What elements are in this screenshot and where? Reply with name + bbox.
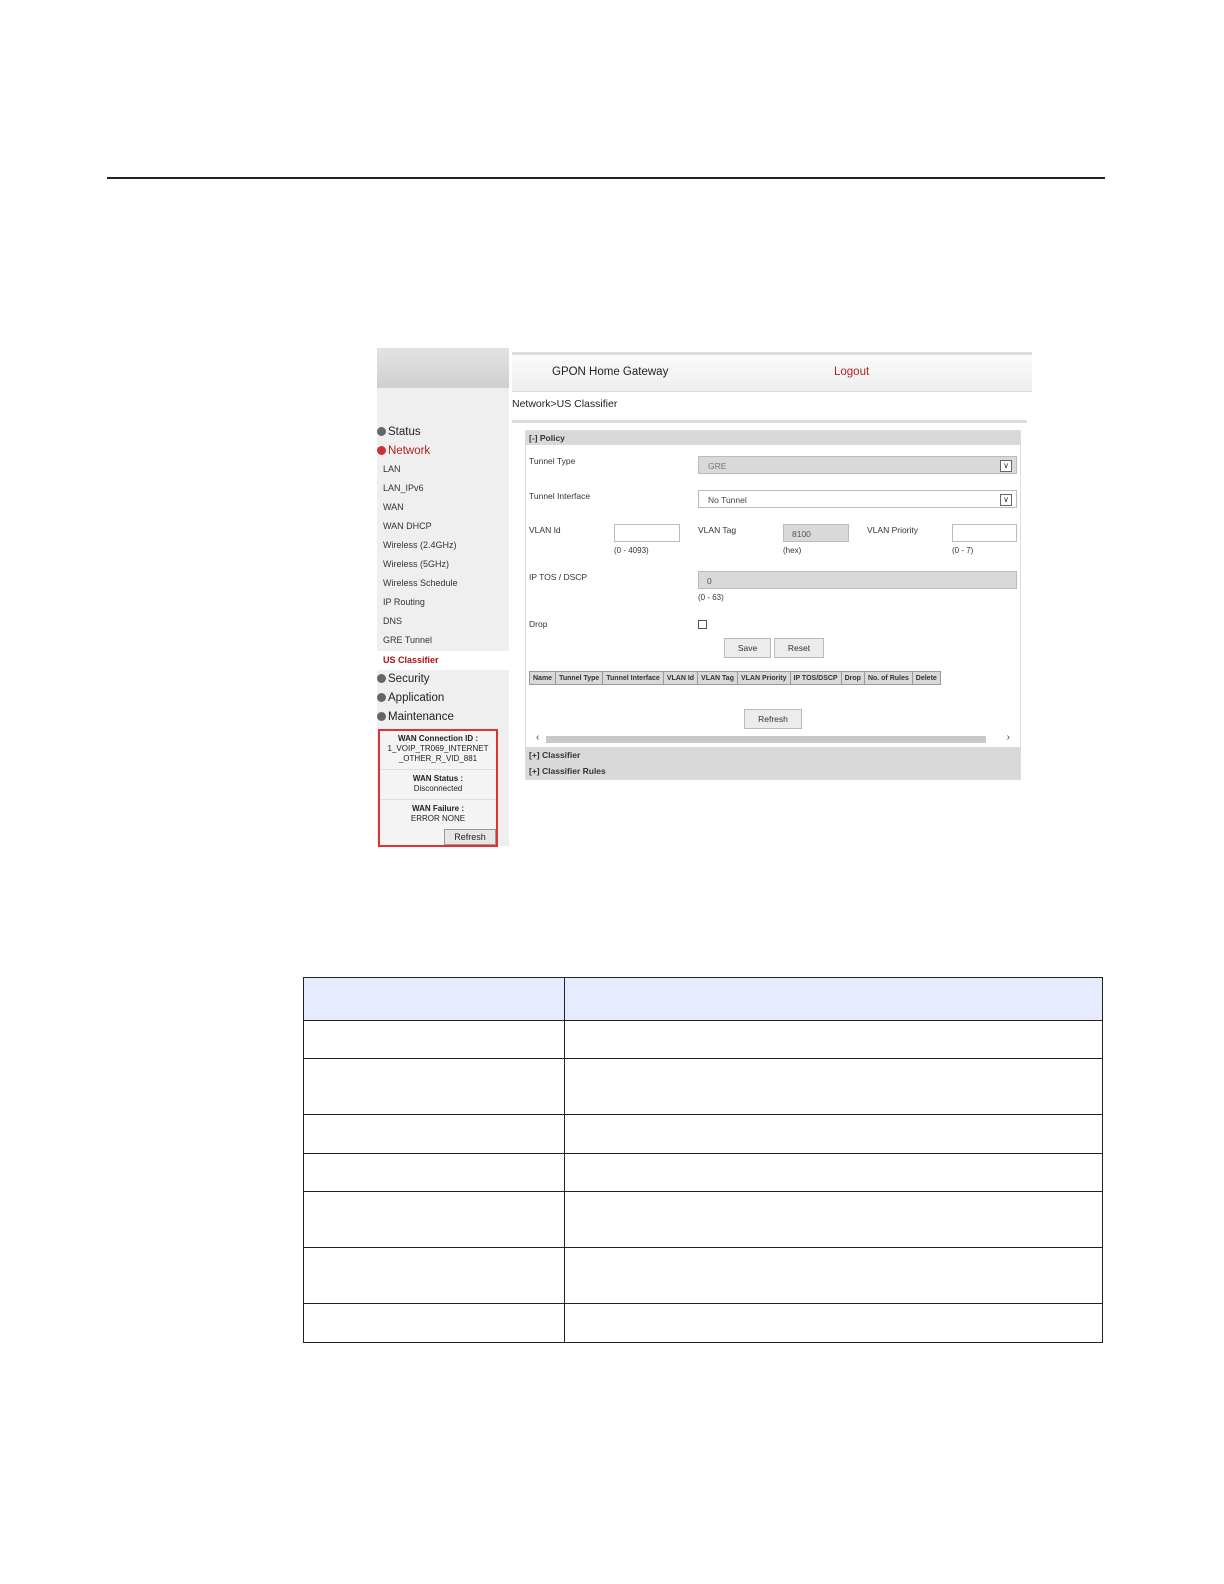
col-tunnel-type: Tunnel Type <box>556 672 603 685</box>
table-cell <box>565 1192 1103 1248</box>
chevron-left-icon[interactable]: ‹ <box>536 732 540 743</box>
nav-wireless-5[interactable]: Wireless (5GHz) <box>383 559 450 569</box>
col-ip-tos: IP TOS/DSCP <box>790 672 841 685</box>
tunnel-interface-select[interactable]: No Tunnel ∨ <box>698 490 1017 508</box>
table-cell <box>304 1115 565 1154</box>
horizontal-scrollbar[interactable] <box>534 734 1012 744</box>
table-row <box>304 1248 1103 1304</box>
table-cell <box>565 1059 1103 1115</box>
divider <box>380 769 496 770</box>
reset-button[interactable]: Reset <box>774 638 824 658</box>
col-drop: Drop <box>841 672 864 685</box>
table-cell <box>565 1115 1103 1154</box>
page-rule <box>107 177 1105 179</box>
table-cell <box>565 1304 1103 1343</box>
vlan-priority-input[interactable] <box>952 524 1017 542</box>
wan-status: WAN Status : Disconnected <box>412 774 464 793</box>
nav-lan-ipv6[interactable]: LAN_IPv6 <box>383 483 424 493</box>
chevron-down-icon: ∨ <box>1000 460 1012 472</box>
nav-ip-routing[interactable]: IP Routing <box>383 597 425 607</box>
nav-us-classifier[interactable]: US Classifier <box>377 651 509 670</box>
ip-tos-input[interactable]: 0 <box>698 571 1017 589</box>
table-cell <box>565 1021 1103 1059</box>
expand-icon <box>377 446 386 455</box>
table-row <box>304 1021 1103 1059</box>
ip-tos-hint: (0 - 63) <box>698 593 724 602</box>
tunnel-type-select[interactable]: GRE ∨ <box>698 456 1017 474</box>
policy-table <box>529 671 941 685</box>
expand-icon <box>377 712 386 721</box>
col-rules: No. of Rules <box>864 672 912 685</box>
col-vlan-tag: VLAN Tag <box>698 672 738 685</box>
nav-application[interactable]: Application <box>377 689 444 707</box>
policy-refresh-button[interactable]: Refresh <box>744 709 802 729</box>
sidebar <box>377 348 509 846</box>
expand-icon <box>377 427 386 436</box>
nav-wan[interactable]: WAN <box>383 502 404 512</box>
logout-link[interactable]: Logout <box>834 366 870 378</box>
table-row <box>304 1304 1103 1343</box>
nav-status[interactable]: Status <box>377 423 421 441</box>
col-delete: Delete <box>912 672 940 685</box>
table-header-cell <box>304 978 565 1021</box>
tunnel-type-label: Tunnel Type <box>529 456 576 466</box>
table-cell <box>304 1154 565 1192</box>
table-cell <box>304 1248 565 1304</box>
table-cell <box>304 1192 565 1248</box>
vlan-tag-hint: (hex) <box>783 546 802 555</box>
tunnel-interface-label: Tunnel Interface <box>529 491 591 501</box>
vlan-tag-label: VLAN Tag <box>698 525 737 535</box>
drop-label: Drop <box>529 619 548 629</box>
divider <box>380 799 496 800</box>
wan-refresh-button[interactable]: Refresh <box>444 829 496 845</box>
nav-wan-dhcp[interactable]: WAN DHCP <box>383 521 432 531</box>
expand-icon <box>377 693 386 702</box>
table-row <box>304 1154 1103 1192</box>
nav-wireless-24[interactable]: Wireless (2.4GHz) <box>383 540 457 550</box>
table-header-row <box>304 978 1103 1021</box>
table-row <box>304 1059 1103 1115</box>
gateway-screenshot <box>377 348 1032 846</box>
classifier-rules-header[interactable]: [+] Classifier Rules <box>526 763 1020 779</box>
vlan-priority-hint: (0 - 7) <box>952 546 974 555</box>
vlan-tag-input[interactable]: 8100 <box>783 524 849 542</box>
breadcrumb-divider <box>512 420 1027 423</box>
col-vlan-id: VLAN Id <box>663 672 697 685</box>
chevron-down-icon: ∨ <box>1000 494 1012 506</box>
doc-table <box>303 977 1103 1343</box>
nav-maintenance[interactable]: Maintenance <box>377 708 454 726</box>
vlan-id-label: VLAN Id <box>529 525 561 535</box>
col-vlan-priority: VLAN Priority <box>737 672 790 685</box>
nav-lan[interactable]: LAN <box>383 464 401 474</box>
sidebar-top <box>377 348 509 388</box>
scrollbar-thumb[interactable] <box>546 736 986 743</box>
ip-tos-label: IP TOS / DSCP <box>529 572 588 582</box>
vlan-id-hint: (0 - 4093) <box>614 546 649 555</box>
drop-checkbox[interactable] <box>698 620 707 629</box>
wan-connection: WAN Connection ID : 1_VOIP_TR069_INTERNET _OTHER_R_VID_881 <box>387 734 489 763</box>
expand-icon <box>377 674 386 683</box>
vlan-priority-label: VLAN Priority <box>867 525 919 535</box>
breadcrumb: Network>US Classifier <box>512 398 618 410</box>
policy-header[interactable]: [-] Policy <box>526 431 1020 445</box>
nav-network[interactable]: Network <box>377 442 430 460</box>
col-tunnel-interface: Tunnel Interface <box>603 672 664 685</box>
nav-wireless-schedule[interactable]: Wireless Schedule <box>383 578 458 588</box>
table-cell <box>565 1248 1103 1304</box>
table-cell <box>304 1059 565 1115</box>
classifier-header[interactable]: [+] Classifier <box>526 747 1020 763</box>
table-row <box>304 1115 1103 1154</box>
table-header-cell <box>565 978 1103 1021</box>
save-button[interactable]: Save <box>724 638 771 658</box>
table-row <box>304 1192 1103 1248</box>
table-cell <box>304 1021 565 1059</box>
chevron-right-icon[interactable]: › <box>1006 732 1010 743</box>
nav-dns[interactable]: DNS <box>383 616 403 626</box>
app-header <box>512 352 1032 392</box>
wan-failure: WAN Failure : ERROR NONE <box>410 804 466 823</box>
vlan-id-input[interactable] <box>614 524 680 542</box>
nav-gre-tunnel[interactable]: GRE Tunnel <box>383 635 433 645</box>
app-title: GPON Home Gateway <box>552 366 669 378</box>
col-name: Name <box>530 672 556 685</box>
table-cell <box>565 1154 1103 1192</box>
wan-info-box <box>378 729 498 847</box>
policy-panel <box>525 430 1021 780</box>
nav-security[interactable]: Security <box>377 670 430 688</box>
table-cell <box>304 1304 565 1343</box>
